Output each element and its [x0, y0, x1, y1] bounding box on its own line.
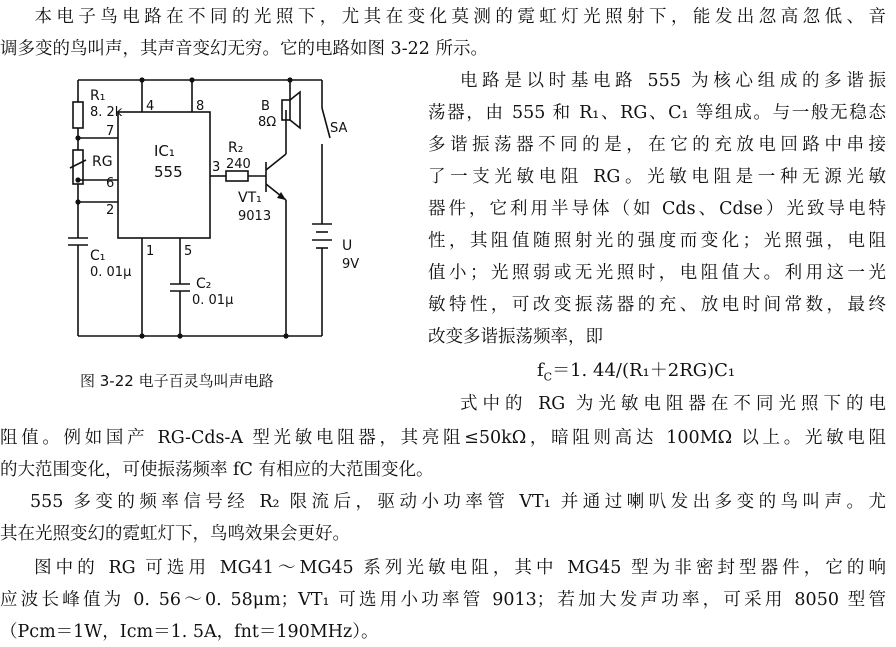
speaker-label: B [261, 99, 270, 114]
intro-line-1: 本电子鸟电路在不同的光照下，尤其在变化莫测的霓虹灯光照射下，能发出忽高忽低、音 [30, 7, 886, 27]
right-line-5: 器件，它利用半导体（如 Cds、Cdse）光致导电特 [428, 199, 886, 219]
c1-value: 0. 01μ [90, 265, 132, 280]
c2-label: C₂ [196, 276, 212, 292]
right-line-2: 荡器，由 555 和 R₁、RG、C₁ 等组成。与一般无稳态 [428, 103, 886, 123]
right-line-1: 电路是以时基电路 555 为核心组成的多谐振 [460, 71, 886, 91]
r1-resistor [73, 102, 83, 128]
r1-value: 8. 2k [90, 105, 123, 120]
intro-line-2: 调多变的鸟叫声，其声音变幻无穷。它的电路如图 3-22 所示。 [0, 39, 488, 59]
c1-label: C₁ [90, 248, 106, 264]
pin8-label: 8 [196, 99, 205, 114]
frequency-formula: $f_C=1$. 44/(R₁＋2RG)C₁ [537, 360, 736, 384]
right-line-8: 敏特性，可改变振荡器的充、放电时间常数，最终 [428, 295, 886, 315]
r2-label: R₂ [228, 140, 244, 156]
prg-line-2: 应波长峰值为 0. 56～0. 58μm；VT₁ 可选用小功率管 9013；若加大发声功率，可采用 8050 型管 [0, 590, 886, 610]
switch-label: SA [330, 121, 348, 136]
right-line-7: 值小；光照弱或无光照时，电阻值大。利用这一光 [428, 263, 886, 283]
vt-label: VT₁ [238, 190, 262, 206]
right-line-9: 改变多谐振荡频率，即 [428, 327, 603, 347]
right-line-6: 性，其阻值随照射光的强度而变化；光照强，电阻 [428, 231, 886, 251]
prg-line-1: 图中的 RG 可选用 MG41～MG45 系列光敏电阻，其中 MG45 型为非密封型器件，它的响 [30, 558, 886, 578]
after-formula-line-3: 的大范围变化，可使振荡频率 fC 有相应的大范围变化。 [0, 460, 434, 480]
right-line-4: 了一支光敏电阻 RG。光敏电阻是一种无源光敏 [428, 167, 886, 187]
pin2-label: 2 [106, 203, 115, 218]
vt-value: 9013 [238, 209, 272, 224]
r2-resistor [226, 171, 248, 181]
after-formula-line-2: 阻值。例如国产 RG-Cds-A 型光敏电阻器，其亮阻≤50kΩ，暗阻则高达 100MΩ 以上。光敏电阻 [0, 428, 886, 448]
pin1-label: 1 [146, 244, 155, 259]
circuit-diagram [60, 62, 480, 362]
ic-value: 555 [154, 163, 183, 181]
p555-line-1: 555 多变的频率信号经 R₂ 限流后，驱动小功率管 VT₁ 并通过喇叭发出多变的鸟叫声。尤 [30, 492, 886, 512]
pin3-label: 3 [212, 160, 221, 175]
speaker-value: 8Ω [258, 115, 277, 130]
prg-line-3: （Pcm＝1W，Icm＝1. 5A，fnt＝190MHz）。 [0, 622, 379, 642]
battery-value: 9V [342, 257, 360, 272]
r2-value: 240 [226, 157, 251, 172]
c2-value: 0. 01μ [192, 293, 234, 308]
pin7-label: 7 [106, 124, 115, 139]
right-line-3: 多谐振荡器不同的是，在它的充放电回路中串接 [428, 135, 886, 155]
p555-line-2: 其在光照变幻的霓虹灯下，鸟鸣效果会更好。 [0, 524, 350, 544]
pin5-label: 5 [184, 244, 193, 259]
pin4-label: 4 [146, 99, 155, 114]
r1-label: R₁ [90, 88, 106, 104]
rg-label: RG [92, 154, 113, 170]
after-formula-line-1: 式中的 RG 为光敏电阻器在不同光照下的电 [460, 394, 886, 414]
pin6-label: 6 [106, 176, 115, 191]
figure-caption: 图 3-22 电子百灵鸟叫声电路 [80, 372, 274, 390]
battery-label: U [342, 238, 353, 254]
ic-label: IC₁ [154, 142, 175, 160]
